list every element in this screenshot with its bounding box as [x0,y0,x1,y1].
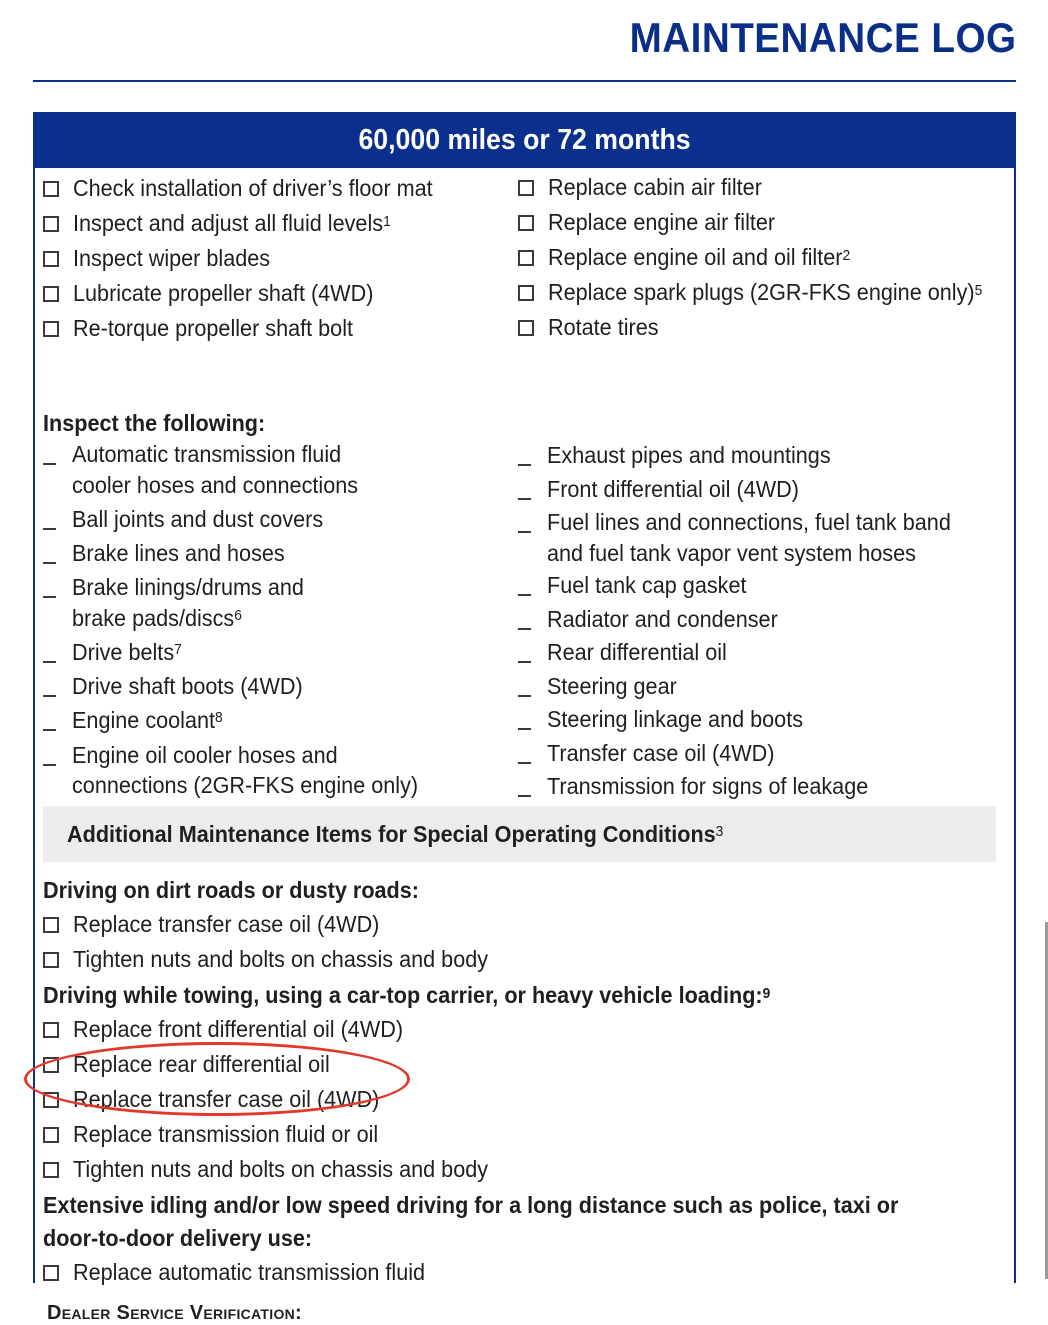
condition-heading: Driving while towing, using a car-top carrier, or heavy vehicle loading:$^9$ [43,982,771,1008]
checkbox[interactable] [43,1092,59,1108]
checkbox[interactable] [43,181,59,197]
footnote-marker: 3 [715,823,724,840]
inspect-item: Brake lines and hoses [43,538,448,569]
footnote-marker: 6 [234,606,242,624]
inspect-item: Ball joints and dust covers [43,504,448,535]
checklist-item[interactable]: Replace transfer case oil (4WD) [43,907,973,942]
checkbox[interactable] [43,286,59,302]
inspect-item: Engine coolant$^8$ [43,705,448,736]
checklist-right [518,170,1020,345]
checklist-item[interactable]: Replace engine air filter [518,205,1020,240]
checklist-item[interactable]: Replace cabin air filter [518,170,1020,205]
inspect-item: Radiator and condenser [518,604,986,635]
checklist-item[interactable]: Replace transfer case oil (4WD) [43,1082,973,1117]
inspect-heading: Inspect the following: [43,410,266,436]
checkbox[interactable] [518,250,534,266]
checklist-item[interactable]: Tighten nuts and bolts on chassis and body [43,942,973,977]
inspect-item: Fuel lines and connections, fuel tank band and fuel tank vapor vent system hoses [518,507,986,568]
checkbox[interactable] [43,1162,59,1178]
interval-banner [35,112,1014,168]
inspect-item: Transfer case oil (4WD) [518,738,986,769]
inspect-item: Fuel tank cap gasket [518,570,986,601]
inspect-item: Drive shaft boots (4WD) [43,671,448,702]
condition-heading: Driving on dirt roads or dusty roads: [43,877,419,903]
checkbox[interactable] [518,180,534,196]
dealer-verification-label: Dealer Service Verification: [47,1302,303,1324]
checkbox[interactable] [43,321,59,337]
special-conditions [43,874,973,1325]
checklist-item[interactable]: Re-torque propeller shaft bolt [43,311,464,346]
checkbox[interactable] [43,216,59,232]
footnote-marker: 9 [762,985,771,1002]
checkbox[interactable] [518,320,534,336]
checkbox[interactable] [43,1057,59,1073]
checklist-left [43,171,464,346]
checklist-item-highlighted[interactable]: Replace transmission fluid or oil [43,1117,973,1152]
page-title: MAINTENANCE LOG [629,14,1016,61]
checkbox[interactable] [518,285,534,301]
checkbox[interactable] [43,1265,59,1281]
footnote-marker: 7 [174,641,182,658]
maintenance-panel [33,112,1016,1324]
checkbox[interactable] [518,215,534,231]
inspect-right [518,440,986,802]
checklist-item[interactable]: Replace front differential oil (4WD) [43,1012,973,1047]
additional-maintenance-bar: Additional Maintenance Items for Special Operating Conditions$^3$ [43,806,996,862]
checkbox[interactable] [43,1127,59,1143]
checkbox[interactable] [43,1022,59,1038]
checkbox[interactable] [43,952,59,968]
inspect-item: Steering gear [518,671,986,702]
inspect-item: Rear differential oil [518,637,986,668]
inspect-item: Drive belts$^7$ [43,637,448,668]
checklist-item[interactable]: Replace rear differential oil [43,1047,973,1082]
checklist-item[interactable]: Tighten nuts and bolts on chassis and body [43,1152,973,1187]
checklist-item[interactable]: Rotate tires [518,310,1020,345]
checklist-item[interactable]: Replace spark plugs (2GR-FKS engine only)$^5$ [518,275,1020,310]
inspect-item: Brake linings/drums and brake pads/discs$^6$ [43,572,448,633]
condition-heading: Extensive idling and/or low speed driving for a long distance such as police, taxi or door-to-door delivery use: [43,1192,899,1251]
title-rule [33,80,1016,82]
inspect-left [43,439,448,801]
inspect-item: Automatic transmission fluid cooler hoses and connections [43,439,448,500]
inspect-item: Exhaust pipes and mountings [518,440,986,471]
inspect-item: Engine oil cooler hoses and connections (2GR-FKS engine only) [43,740,448,801]
inspect-item: Front differential oil (4WD) [518,474,986,505]
checklist-item[interactable]: Inspect wiper blades [43,241,464,276]
inspect-item: Steering linkage and boots [518,704,986,735]
footnote-marker: 2 [842,247,851,264]
checklist-item[interactable]: Replace automatic transmission fluid [43,1255,973,1290]
checkbox[interactable] [43,917,59,933]
checklist-item[interactable]: Replace engine oil and oil filter$^2$ [518,240,1020,275]
footnote-marker: 5 [974,282,983,299]
checklist-item[interactable]: Check installation of driver’s floor mat [43,171,464,206]
footnote-marker: 8 [215,709,223,726]
inspect-item: Transmission for signs of leakage [518,771,986,802]
checklist-item[interactable]: Lubricate propeller shaft (4WD) [43,276,464,311]
interval-title: 60,000 miles or 72 months [358,124,691,156]
checklist-item[interactable]: Inspect and adjust all fluid levels$^1$ [43,206,464,241]
footnote-marker: 1 [383,213,391,230]
checkbox[interactable] [43,251,59,267]
